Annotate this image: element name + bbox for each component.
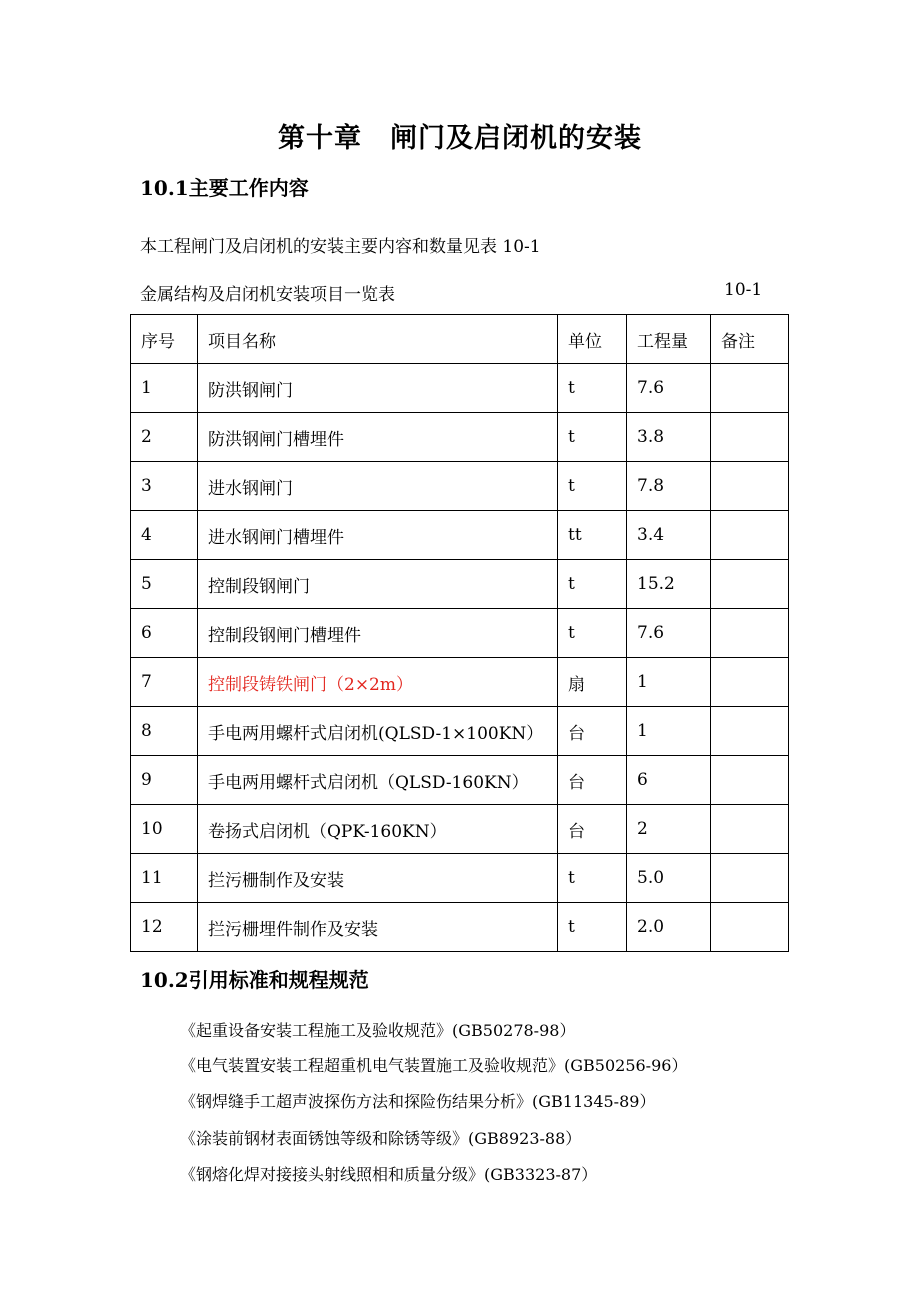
row-unit: t (558, 854, 627, 903)
reference-item: 《钢焊缝手工超声波探伤方法和探险伤结果分析》(GB11345-89） (180, 1092, 656, 1111)
row-no: 1 (131, 364, 198, 413)
table-row (131, 903, 789, 952)
items-table (130, 314, 789, 952)
row-name: 手电两用螺杆式启闭机（QLSD-160KN） (198, 756, 558, 805)
row-no: 3 (131, 462, 198, 511)
reference-item: 《起重设备安装工程施工及验收规范》(GB50278-98） (180, 1021, 576, 1040)
row-no: 9 (131, 756, 198, 805)
row-name: 拦污栅制作及安装 (198, 854, 558, 903)
row-name: 控制段钢闸门槽埋件 (198, 609, 558, 658)
row-qty: 7.8 (627, 462, 711, 511)
row-note (711, 805, 789, 854)
row-no: 5 (131, 560, 198, 609)
row-unit: 扇 (558, 658, 627, 707)
row-qty: 6 (627, 756, 711, 805)
table-row (131, 805, 789, 854)
row-note (711, 903, 789, 952)
table-row (131, 609, 789, 658)
intro-paragraph: 本工程闸门及启闭机的安装主要内容和数量见表 10-1 (140, 237, 541, 257)
row-note (711, 364, 789, 413)
row-note (711, 707, 789, 756)
row-name: 防洪钢闸门 (198, 364, 558, 413)
table-row (131, 364, 789, 413)
row-note (711, 413, 789, 462)
row-name: 拦污栅埋件制作及安装 (198, 903, 558, 952)
table-header-row (131, 315, 789, 364)
row-name: 进水钢闸门槽埋件 (198, 511, 558, 560)
row-note (711, 511, 789, 560)
header-no: 序号 (131, 315, 198, 364)
table-row (131, 658, 789, 707)
row-unit: t (558, 560, 627, 609)
section-heading-10-2: 10.2引用标准和规程规范 (140, 968, 369, 992)
row-unit: t (558, 413, 627, 462)
row-note (711, 462, 789, 511)
row-qty: 3.8 (627, 413, 711, 462)
row-no: 2 (131, 413, 198, 462)
header-note: 备注 (711, 315, 789, 364)
row-qty: 7.6 (627, 364, 711, 413)
row-name: 防洪钢闸门槽埋件 (198, 413, 558, 462)
row-qty: 1 (627, 707, 711, 756)
row-qty: 7.6 (627, 609, 711, 658)
row-no: 7 (131, 658, 198, 707)
table-row (131, 560, 789, 609)
table-caption: 金属结构及启闭机安装项目一览表 (140, 285, 395, 305)
table-row (131, 462, 789, 511)
table-row (131, 707, 789, 756)
header-name: 项目名称 (198, 315, 558, 364)
row-name: 进水钢闸门 (198, 462, 558, 511)
header-qty: 工程量 (627, 315, 711, 364)
table-row (131, 511, 789, 560)
reference-item: 《电气装置安装工程超重机电气装置施工及验收规范》(GB50256-96） (180, 1056, 688, 1075)
row-qty: 2 (627, 805, 711, 854)
row-qty: 5.0 (627, 854, 711, 903)
row-no: 4 (131, 511, 198, 560)
table-row (131, 756, 789, 805)
row-name: 手电两用螺杆式启闭机(QLSD-1×100KN） (198, 707, 558, 756)
row-no: 8 (131, 707, 198, 756)
row-name: 控制段钢闸门 (198, 560, 558, 609)
reference-item: 《涂装前钢材表面锈蚀等级和除锈等级》(GB8923-88） (180, 1129, 582, 1148)
row-unit: 台 (558, 707, 627, 756)
row-no: 10 (131, 805, 198, 854)
row-note (711, 609, 789, 658)
table-row (131, 854, 789, 903)
row-unit: t (558, 903, 627, 952)
row-qty: 3.4 (627, 511, 711, 560)
row-note (711, 854, 789, 903)
row-unit: tt (558, 511, 627, 560)
row-name-highlighted: 控制段铸铁闸门（2×2m） (198, 658, 558, 707)
row-no: 11 (131, 854, 198, 903)
row-no: 12 (131, 903, 198, 952)
table-row (131, 413, 789, 462)
row-unit: 台 (558, 756, 627, 805)
row-qty: 1 (627, 658, 711, 707)
row-no: 6 (131, 609, 198, 658)
row-note (711, 560, 789, 609)
row-unit: t (558, 609, 627, 658)
row-qty: 15.2 (627, 560, 711, 609)
row-name: 卷扬式启闭机（QPK-160KN） (198, 805, 558, 854)
row-note (711, 658, 789, 707)
table-number: 10-1 (724, 280, 763, 300)
row-unit: t (558, 364, 627, 413)
reference-item: 《钢熔化焊对接接头射线照相和质量分级》(GB3323-87） (180, 1165, 598, 1184)
row-unit: t (558, 462, 627, 511)
row-qty: 2.0 (627, 903, 711, 952)
row-note (711, 756, 789, 805)
row-unit: 台 (558, 805, 627, 854)
chapter-title: 第十章 闸门及启闭机的安装 (278, 123, 642, 154)
header-unit: 单位 (558, 315, 627, 364)
section-heading-10-1: 10.1主要工作内容 (140, 176, 309, 200)
